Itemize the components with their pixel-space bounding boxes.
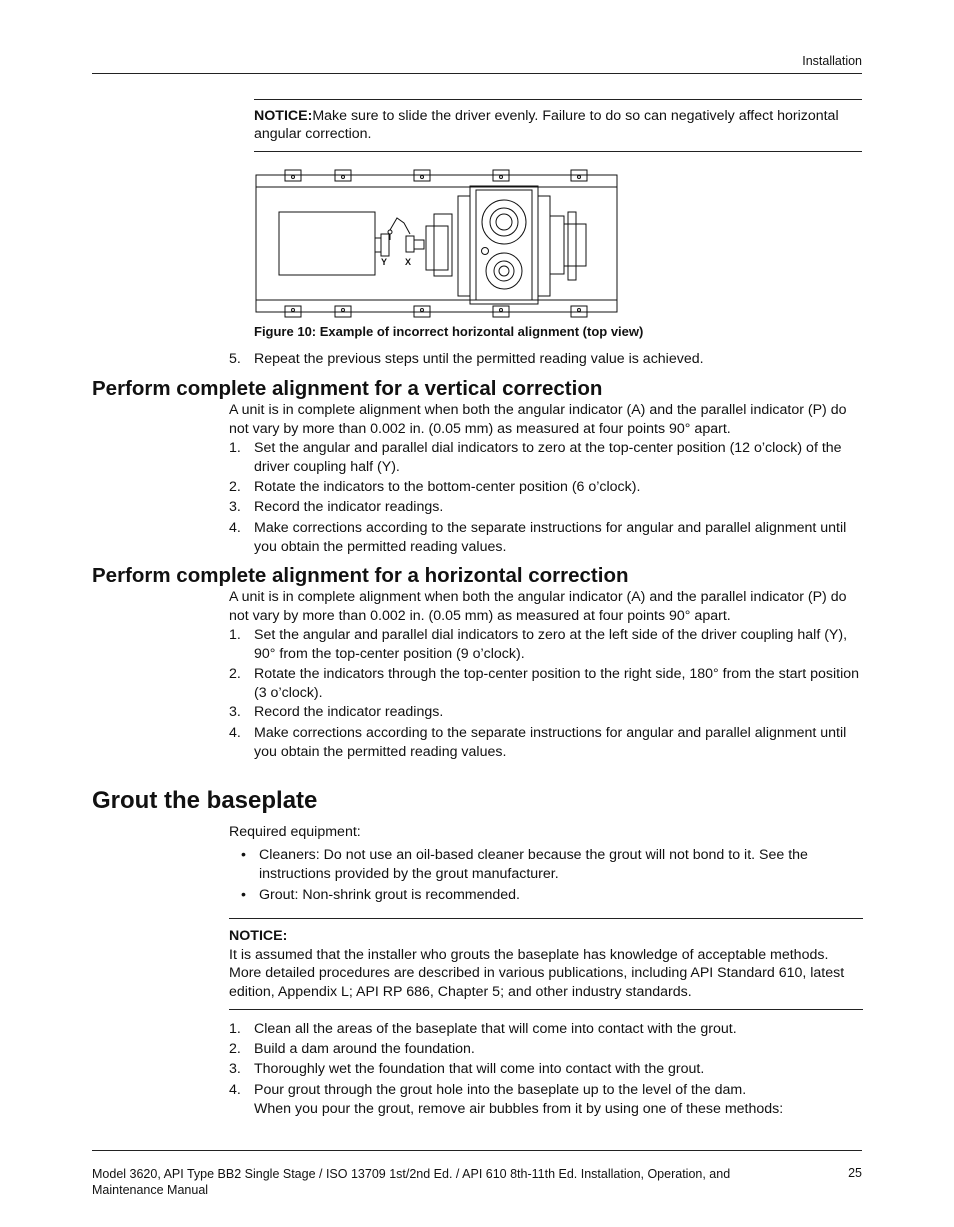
figure-caption: Figure 10: Example of incorrect horizontal alignment (top view) bbox=[254, 324, 644, 339]
heading-grout-baseplate: Grout the baseplate bbox=[92, 787, 318, 814]
list-item-text: Set the angular and parallel dial indicators to zero at the left side of the driver coupling half (Y), 90° from the top-center position (9 o’clock). bbox=[254, 627, 848, 662]
notice-top bbox=[254, 107, 862, 143]
list-item-number: 2. bbox=[229, 1041, 241, 1057]
list-item-number: 5. bbox=[229, 351, 241, 367]
header-divider bbox=[92, 73, 862, 74]
required-equipment-label: Required equipment: bbox=[229, 824, 361, 840]
list-item bbox=[229, 703, 862, 722]
list-item-number: 2. bbox=[229, 666, 241, 682]
list-item bbox=[229, 439, 862, 477]
list-item-text: Rotate the indicators through the top-center position to the right side, 180° from the start position (3 o’clock). bbox=[254, 666, 860, 701]
list-item-text: Set the angular and parallel dial indicators to zero at the top-center position (12 o’clock) of the driver coupling half (Y). bbox=[254, 440, 842, 475]
list-item-number: 4. bbox=[229, 1082, 241, 1098]
notice-grout-bottom-rule bbox=[229, 1009, 863, 1010]
list-item bbox=[229, 519, 862, 557]
list-item bbox=[229, 665, 862, 703]
list-item bbox=[229, 1081, 862, 1119]
list-item bbox=[229, 1060, 862, 1079]
list-item-number: 1. bbox=[229, 440, 241, 456]
list-item-text: Thoroughly wet the foundation that will come into contact with the grout. bbox=[254, 1061, 705, 1077]
baseplate-outline bbox=[256, 175, 617, 312]
horizontal-intro: A unit is in complete alignment when both the angular indicator (A) and the parallel indicator (P) do not vary by more than 0.002 in. (0.05 mm) as measured at four points 90° apart. bbox=[229, 589, 847, 624]
pump-coupling-half bbox=[406, 236, 414, 252]
driver-shaft bbox=[375, 238, 381, 252]
notice-top-rule bbox=[254, 99, 862, 100]
driver-coupling-half bbox=[381, 234, 389, 256]
bullet-text: Cleaners: Do not use an oil-based cleaner because the grout will not bond to it. See the instructions provided by the grout manufacturer. bbox=[259, 847, 808, 882]
label-x: X bbox=[405, 257, 412, 267]
list-item bbox=[229, 724, 862, 762]
list-item-number: 3. bbox=[229, 704, 241, 720]
bullet-dot: • bbox=[241, 847, 246, 863]
notice-top-text: Make sure to slide the driver evenly. Failure to do so can negatively affect horizontal angular correction. bbox=[254, 108, 839, 142]
pump-casing-left-flange bbox=[458, 196, 470, 296]
footer-text: Model 3620, API Type BB2 Single Stage / ISO 13709 1st/2nd Ed. / API 610 8th-11th Ed. Installation, Operation, and Maintenance Manual bbox=[92, 1167, 731, 1197]
list-item-text: Make corrections according to the separate instructions for angular and parallel alignment until you obtain the permitted reading values. bbox=[254, 725, 847, 760]
list-item-subtext: When you pour the grout, remove air bubbles from it by using one of these methods: bbox=[254, 1101, 784, 1117]
list-item bbox=[229, 498, 862, 517]
driver-motor bbox=[279, 212, 375, 275]
list-item-number: 1. bbox=[229, 627, 241, 643]
list-item-number: 3. bbox=[229, 1061, 241, 1077]
list-item-text: Record the indicator readings. bbox=[254, 704, 444, 720]
bullet-item bbox=[241, 886, 863, 905]
list-item-text: Make corrections according to the separate instructions for angular and parallel alignment until you obtain the permitted reading values. bbox=[254, 520, 847, 555]
notice-grout bbox=[229, 927, 863, 1001]
list-item-text: Record the indicator readings. bbox=[254, 499, 444, 515]
list-item bbox=[229, 1020, 862, 1039]
list-item bbox=[229, 1040, 862, 1059]
list-item-text: Rotate the indicators to the bottom-center position (6 o’clock). bbox=[254, 479, 641, 495]
dial-indicator-y bbox=[388, 230, 392, 234]
list-item-text: Repeat the previous steps until the permitted reading value is achieved. bbox=[254, 351, 704, 367]
label-y: Y bbox=[381, 257, 388, 267]
grout-hole bbox=[482, 248, 489, 255]
pump-casing bbox=[470, 186, 538, 304]
list-item bbox=[229, 478, 862, 497]
heading-vertical-correction: Perform complete alignment for a vertical correction bbox=[92, 377, 603, 400]
notice-grout-text: It is assumed that the installer who grouts the baseplate has knowledge of acceptable methods. More detailed procedures are described in various publications, including API Standard 610, latest edition, Appendix L; API RP 686, Chapter 5; and other industry standards. bbox=[229, 946, 845, 1000]
list-item bbox=[229, 626, 862, 664]
notice-top-label: NOTICE: bbox=[254, 108, 313, 124]
pump-suction-nozzle bbox=[482, 200, 526, 244]
bullet-dot: • bbox=[241, 887, 246, 903]
list-item-number: 4. bbox=[229, 725, 241, 741]
list-item bbox=[229, 350, 862, 369]
list-item-text: Build a dam around the foundation. bbox=[254, 1041, 475, 1057]
heading-horizontal-correction: Perform complete alignment for a horizontal correction bbox=[92, 564, 629, 587]
list-item-number: 2. bbox=[229, 479, 241, 495]
footer-divider bbox=[92, 1150, 862, 1151]
pump-bearing-left bbox=[426, 226, 448, 270]
indicator-bracket bbox=[390, 218, 410, 234]
notice-top-bottom-rule bbox=[254, 151, 862, 152]
list-item-text: Clean all the areas of the baseplate that will come into contact with the grout. bbox=[254, 1021, 737, 1037]
list-item-number: 4. bbox=[229, 520, 241, 536]
pump-discharge-nozzle bbox=[486, 253, 522, 289]
list-item-number: 3. bbox=[229, 499, 241, 515]
running-header: Installation bbox=[802, 54, 862, 68]
pump-casing-right-flange bbox=[538, 196, 550, 296]
page-number: 25 bbox=[848, 1166, 862, 1180]
pump-bearing-right bbox=[550, 216, 564, 274]
bullet-item bbox=[241, 846, 863, 883]
bullet-text: Grout: Non-shrink grout is recommended. bbox=[259, 887, 521, 903]
notice-grout-top-rule bbox=[229, 918, 863, 919]
vertical-intro: A unit is in complete alignment when both the angular indicator (A) and the parallel indicator (P) do not vary by more than 0.002 in. (0.05 mm) as measured at four points 90° apart. bbox=[229, 402, 847, 437]
list-item-text: Pour grout through the grout hole into the baseplate up to the level of the dam. bbox=[254, 1082, 747, 1098]
list-item-number: 1. bbox=[229, 1021, 241, 1037]
notice-grout-label: NOTICE: bbox=[229, 928, 288, 944]
alignment-figure bbox=[254, 168, 620, 320]
